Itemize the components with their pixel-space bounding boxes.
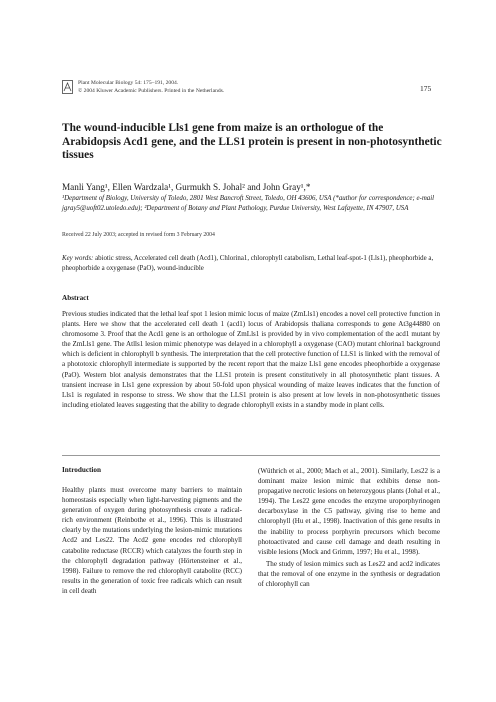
abstract-heading: Abstract: [62, 294, 89, 302]
introduction-heading: Introduction: [62, 466, 102, 474]
keywords-label: Key words:: [62, 255, 94, 262]
journal-citation: [78, 79, 224, 95]
journal-line-2: © 2004 Kluwer Academic Publishers. Printed in the Netherlands.: [78, 88, 225, 94]
abstract-text: Previous studies indicated that the lethal leaf spot 1 lesion mimic locus of maize (ZmLls1) encodes a novel cell protective function in plants. Here we show that the accelerated cell death 1 (acd1) locus of Arabidopsis thaliana corresponds to gene At3g44880 on chromosome 3. Proof that the Acd1 gene is an orthologue of ZmLls1 is provided by in vivo complementation of the acd1 mutant by the ZmLls1 gene. The Atlls1 lesion mimic phenotype was delayed in a chlorophyll a oxygenase (CAO) mutant chlorina1 background which is deficient in chlorophyll b synthesis. The interpretation that the cell protective function of LLS1 is linked with the removal of a phototoxic chlorophyll intermediate is supported by the recent report that the maize Lls1 gene encodes pheophorbide a oxygenase (PaO). Western blot analysis demonstrates that the LLS1 protein is present constitutively in all photosynthetic plant tissues. A transient increase in Lls1 gene expression by about 50-fold upon physical wounding of maize leaves indicates that the function of Lls1 is regulated in response to stress. We show that the LLS1 protein is also present at low levels in non-photosynthetic tissues including etiolated leaves suggesting that the ability to degrade chlorophyll exists in a standby mode in plant cells.: [62, 310, 440, 409]
page-number: 175: [420, 84, 432, 93]
paper-title: The wound-inducible Lls1 gene from maize is an orthologue of the Arabidopsis Acd1 gene, and the LLS1 protein is present in non-photosynthetic tissues: [62, 122, 442, 161]
introduction-paragraph: The study of lesion mimics such as Les22 and acd2 indicates that the removal of one enzyme in the synthesis or degradation of chlorophyll can: [258, 559, 440, 589]
author-list: Manli Yang¹, Ellen Wardzala¹, Gurmukh S. Johal² and John Gray¹,*: [62, 182, 311, 192]
section-divider: [62, 455, 440, 456]
introduction-right-column: [258, 466, 440, 589]
received-dates: Received 22 July 2003; accepted in revised form 3 February 2004: [62, 232, 215, 238]
introduction-left-column: Healthy plants must overcome many barriers to maintain homeostasis especially when light-harvesting pigments and the generation of oxygen during photosynthesis create a radical-rich environment (Reinbothe et al., 1996). This is illustrated clearly by the mutations underlying the lesion-mimic mutations Acd2 and Les22. The Acd2 gene encodes red chlorophyll catabolite reductase (RCCR) which catalyzes the fourth step in the chlorophyll degradation pathway (Hörtensteiner et al., 1998). Failure to remove the red chlorophyll catabolite (RCC) results in the generation of toxic free radicals which can result in cell death: [62, 486, 242, 595]
introduction-paragraph: (Wüthrich et al., 2000; Mach et al., 2001). Similarly, Les22 is a dominant maize lesion mimic that exhibits dense non-propagative necrotic lesions on heterozygous plants (Johal et al., 1994). The Les22 gene encodes the enzyme uroporphyrinogen decarboxylase in the C5 pathway, giving rise to heme and chlorophyll (Hu et al., 1998). Inactivation of this gene results in the inability to process porphyrin precursors which become photoactivated and cause cell damage and death resulting in visible lesions (Mock and Grimm, 1997; Hu et al., 1998).: [258, 467, 440, 556]
journal-line-1: Plant Molecular Biology 54: 175–191, 2004.: [78, 80, 179, 86]
keywords: [62, 254, 440, 273]
keywords-text: abiotic stress, Accelerated cell death (Acd1), Chlorina1, chlorophyll catabolism, Lethal leaf-spot-1 (Lls1), pheophorbide a, pheophorbide a oxygenase (PaO), wound-inducible: [62, 255, 434, 272]
author-affiliations: ¹Department of Biology, University of Toledo, 2801 West Bancroft Street, Toledo, OH 43606, USA (*author for correspondence; e-mail jgray5@uoft02.utoledo.edu); ²Department of Botany and Plant Pathology, Purdue University, West Lafayette, IN 47907, USA: [62, 195, 435, 212]
publisher-logo-icon: [62, 80, 73, 94]
